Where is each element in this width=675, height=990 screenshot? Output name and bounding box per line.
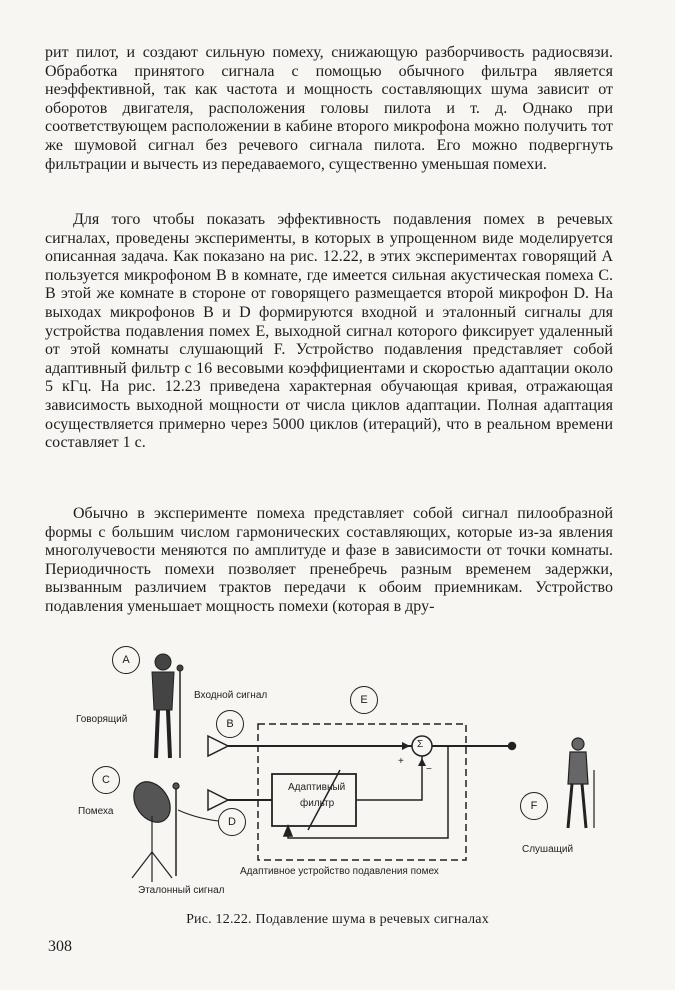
label-b-circle: B xyxy=(216,710,244,738)
noise-loudspeaker xyxy=(126,775,179,882)
reference-signal-label: Эталонный сигнал xyxy=(138,885,225,896)
page-number: 308 xyxy=(48,938,72,955)
paragraph-2: Для того чтобы показать эффективность подавления помех в речевых сигналах, проведены эксперименты, в которых в упрощенном виде моделируется описанная задача. Как показано на рис. 12.22, в этих экспериментах говорящий A пользуется микрофоном B в комнате, где имеется сильная акустическая помеха C. В этой же комнате в стороне от говорящего размещается второй микрофон D. На выходах микрофонов B и D формируются входной и эталонный сигналы для устройства подавления помех E, выходной сигнал которого фиксирует удаленный от этой комнаты слушающий F. Устройство подавления представляет собой адаптивный фильтр с 16 весовыми коэффициентами и скоростью адаптации около 5 кГц. На рис. 12.23 приведена характерная обучающая кривая, отражающая зависимость выходной мощности от числа циклов адаптации. Полная адаптация осуществляется примерно через 5000 циклов (итераций), что в реальном времени составляет 1 с. xyxy=(45,211,613,452)
label-e-circle: E xyxy=(350,686,378,714)
figure-caption: Рис. 12.22. Подавление шума в речевых сигналах xyxy=(186,912,489,927)
diagram-drawing xyxy=(60,640,620,900)
device-label: Адаптивное устройство подавления помех xyxy=(240,866,439,877)
label-d-circle: D xyxy=(218,808,246,836)
listener-figure xyxy=(568,738,594,828)
output-node xyxy=(509,743,516,750)
plus-label: + xyxy=(398,756,404,767)
sum-label: Σ xyxy=(417,739,424,750)
label-a-circle: A xyxy=(112,646,140,674)
minus-label: − xyxy=(426,764,432,775)
filter-label-2: фильтр xyxy=(300,798,335,809)
filter-output-line xyxy=(356,756,422,800)
speaker-figure xyxy=(152,654,183,758)
input-signal-label: Входной сигнал xyxy=(194,690,268,701)
filter-label-1: Адаптивный xyxy=(288,782,346,793)
paragraph-1: рит пилот, и создают сильную помеху, снижающую разборчивость радиосвязи. Обработка принятого сигнала с помощью обычного фильтра является неэффективной, так как частота и мощность составляющих шума зависит от оборотов двигателя, расположения головы пилота и т. д. Однако при соответствующем расположении в кабине второго микрофона можно получить тот же шумовой сигнал без речевого сигнала пилота. Его можно подвергнуть фильтрации и вычесть из передаваемого, существенно уменьшая помехи. xyxy=(45,44,613,173)
noise-cancellation-diagram xyxy=(60,640,620,900)
noise-label: Помеха xyxy=(78,806,114,817)
label-f-circle: F xyxy=(520,792,548,820)
label-c-circle: C xyxy=(92,766,120,794)
speaker-label: Говорящий xyxy=(76,714,128,725)
listener-label: Слушащий xyxy=(522,844,574,855)
paragraph-3: Обычно в эксперименте помеха представляет собой сигнал пилообразной формы с большим числом гармонических составляющих, которые из-за явления многолучевости меняются по амплитуде и фазе в зависимости от точки комнаты. Периодичность помехи позволяет пренебречь разным временем задержки, вызванным различием трактов передачи к обоим приемникам. Устройство подавления уменьшает мощность помехи (которая в дру- xyxy=(45,505,613,615)
amplifier-d xyxy=(208,790,228,810)
amplifier-b xyxy=(208,736,228,756)
